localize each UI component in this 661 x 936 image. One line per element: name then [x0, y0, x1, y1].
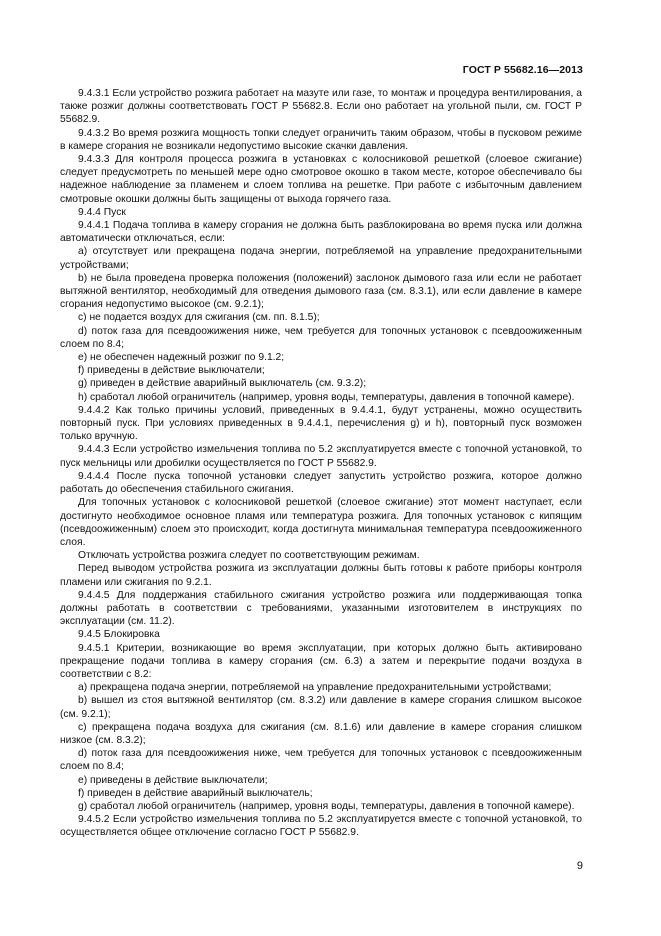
- list-item: e) приведены в действие выключатели;: [78, 774, 268, 786]
- list-item: f) приведен в действие аварийный выключатель;: [78, 787, 313, 799]
- list-item: b) не была проведена проверка положения (положений) заслонок дымового газа или если не работает вытяжной вентилятор, необходимый для отведения дымового газа (см. 8.3.1), или если давление в камере сгорания недопустимо высокое (см. 9.2.1);: [60, 272, 582, 311]
- list-item: e) не обеспечен надежный розжиг по 9.1.2;: [78, 352, 285, 364]
- page-number: 9: [576, 860, 583, 872]
- clause-9-4-4-1: 9.4.4.1 Подача топлива в камеру сгорания не должна быть разблокирована во время пуска или должна автоматически отключаться, если:: [60, 220, 582, 245]
- paragraph: Отключать устройства розжига следует по соответствующим режимам.: [78, 550, 420, 562]
- paragraph: Перед выводом устройства розжига из эксплуатации должны быть готовы к работе приборы контроля пламени или сжигания по 9.2.1.: [60, 563, 582, 588]
- clause-9-4-3-1: 9.4.3.1 Если устройство розжига работает на мазуте или газе, то монтаж и процедура вентилирования, а также розжиг должны соответствовать ГОСТ Р 55682.8. Если оно работает на угольной пыли, см. ГОСТ Р 55682.9.: [60, 88, 582, 126]
- list-item: g) сработал любой ограничитель (например, уровня воды, температуры, давления в топочной камере).: [78, 800, 575, 812]
- list-item: d) поток газа для псевдоожижения ниже, чем требуется для топочных установок с псевдоожиженным слоем по 8.4;: [60, 748, 582, 773]
- list-item: b) вышел из стоя вытяжной вентилятор (см. 8.3.2) или давление в камере сгорания слишком высокое (см. 9.2.1);: [60, 695, 582, 720]
- section-heading-blocking: 9.4.5 Блокировка: [78, 629, 160, 641]
- list-item: h) сработал любой ограничитель (например, уровня воды, температуры, давления в топочной камере).: [78, 391, 575, 403]
- list-item: a) отсутствует или прекращена подача энергии, потребляемой на управление предохранительными устройствами;: [60, 246, 582, 271]
- list-item: d) поток газа для псевдоожижения ниже, чем требуется для топочных установок с псевдоожиженным слоем по 8.4;: [60, 325, 582, 350]
- list-item: a) прекращена подача энергии, потребляемой на управление предохранительными устройствами;: [78, 682, 552, 694]
- list-item: c) не подается воздух для сжигания (см. пп. 8.1.5);: [78, 312, 320, 324]
- clause-9-4-4-3: 9.4.4.3 Если устройство измельчения топлива по 5.2 эксплуатируется вместе с топочной установкой, то пуск мельницы или дробилки осуществляется по ГОСТ Р 55682.9.: [60, 444, 582, 469]
- list-item: c) прекращена подача воздуха для сжигания (см. 8.1.6) или давление в камере сгорания слишком низкое (см. 8.3.2);: [60, 721, 582, 746]
- list-item: f) приведены в действие выключатели;: [78, 365, 265, 377]
- list-item: g) приведен в действие аварийный выключатель (см. 9.3.2);: [78, 378, 367, 390]
- clause-9-4-5-2: 9.4.5.2 Если устройство измельчения топлива по 5.2 эксплуатируется вместе с топочной установкой, то осуществляется общее отключение согласно ГОСТ Р 55682.9.: [60, 814, 582, 839]
- clause-9-4-4-2: 9.4.4.2 Как только причины условий, приведенных в 9.4.4.1, будут устранены, можно осуществить повторный пуск. При условиях приведенных в 9.4.4.1, перечисления g) и h), повторный пуск возможен только вручную.: [60, 404, 582, 443]
- clause-9-4-3-2: 9.4.3.2 Во время розжига мощность топки следует ограничить таким образом, чтобы в пусковом режиме в камере сгорания не возникали недопустимо высокие скачки давления.: [60, 127, 582, 152]
- clause-9-4-4-4: 9.4.4.4 После пуска топочной установки следует запустить устройство розжига, которое должно работать до обеспечения стабильного сжигания.: [60, 470, 582, 496]
- document-body: [60, 87, 582, 840]
- document-header: ГОСТ Р 55682.16—2013: [462, 64, 583, 76]
- clause-9-4-4-5: 9.4.4.5 Для поддержания стабильного сжигания устройство розжига или поддерживающая топка должны работать в соответствии с требованиями, указанными изготовителем в инструкциях по эксплуатации (см. 11.2).: [60, 589, 582, 628]
- section-heading-start: 9.4.4 Пуск: [78, 206, 126, 218]
- clause-9-4-5-1: 9.4.5.1 Критерии, возникающие во время эксплуатации, при которых должно быть активировано прекращение подачи топлива в камеру сгорания (см. 6.3) а затем и перекрытие подачи воздуха в соответствии с 8.2:: [60, 642, 582, 680]
- clause-9-4-3-3: 9.4.3.3 Для контроля процесса розжига в установках с колосниковой решеткой (слоевое сжигание) следует предусмотреть по меньшей мере одно смотровое окошко в таком месте, которое обеспечивало бы надежное наблюдение за пламенем и слоем топлива на решетке. При работе с избыточным давлением смотровые окошки должны быть защищены от выхода горячего газа.: [60, 154, 582, 205]
- paragraph: Для топочных установок с колосниковой решеткой (слоевое сжигание) этот момент наступает, если достигнуто необходимое основное пламя или температура розжига. Для топочных установок с кипящим (псевдоожиженным) слоем это происходит, когда достигнута минимальная температура псевдоожиженного слоя.: [60, 497, 582, 548]
